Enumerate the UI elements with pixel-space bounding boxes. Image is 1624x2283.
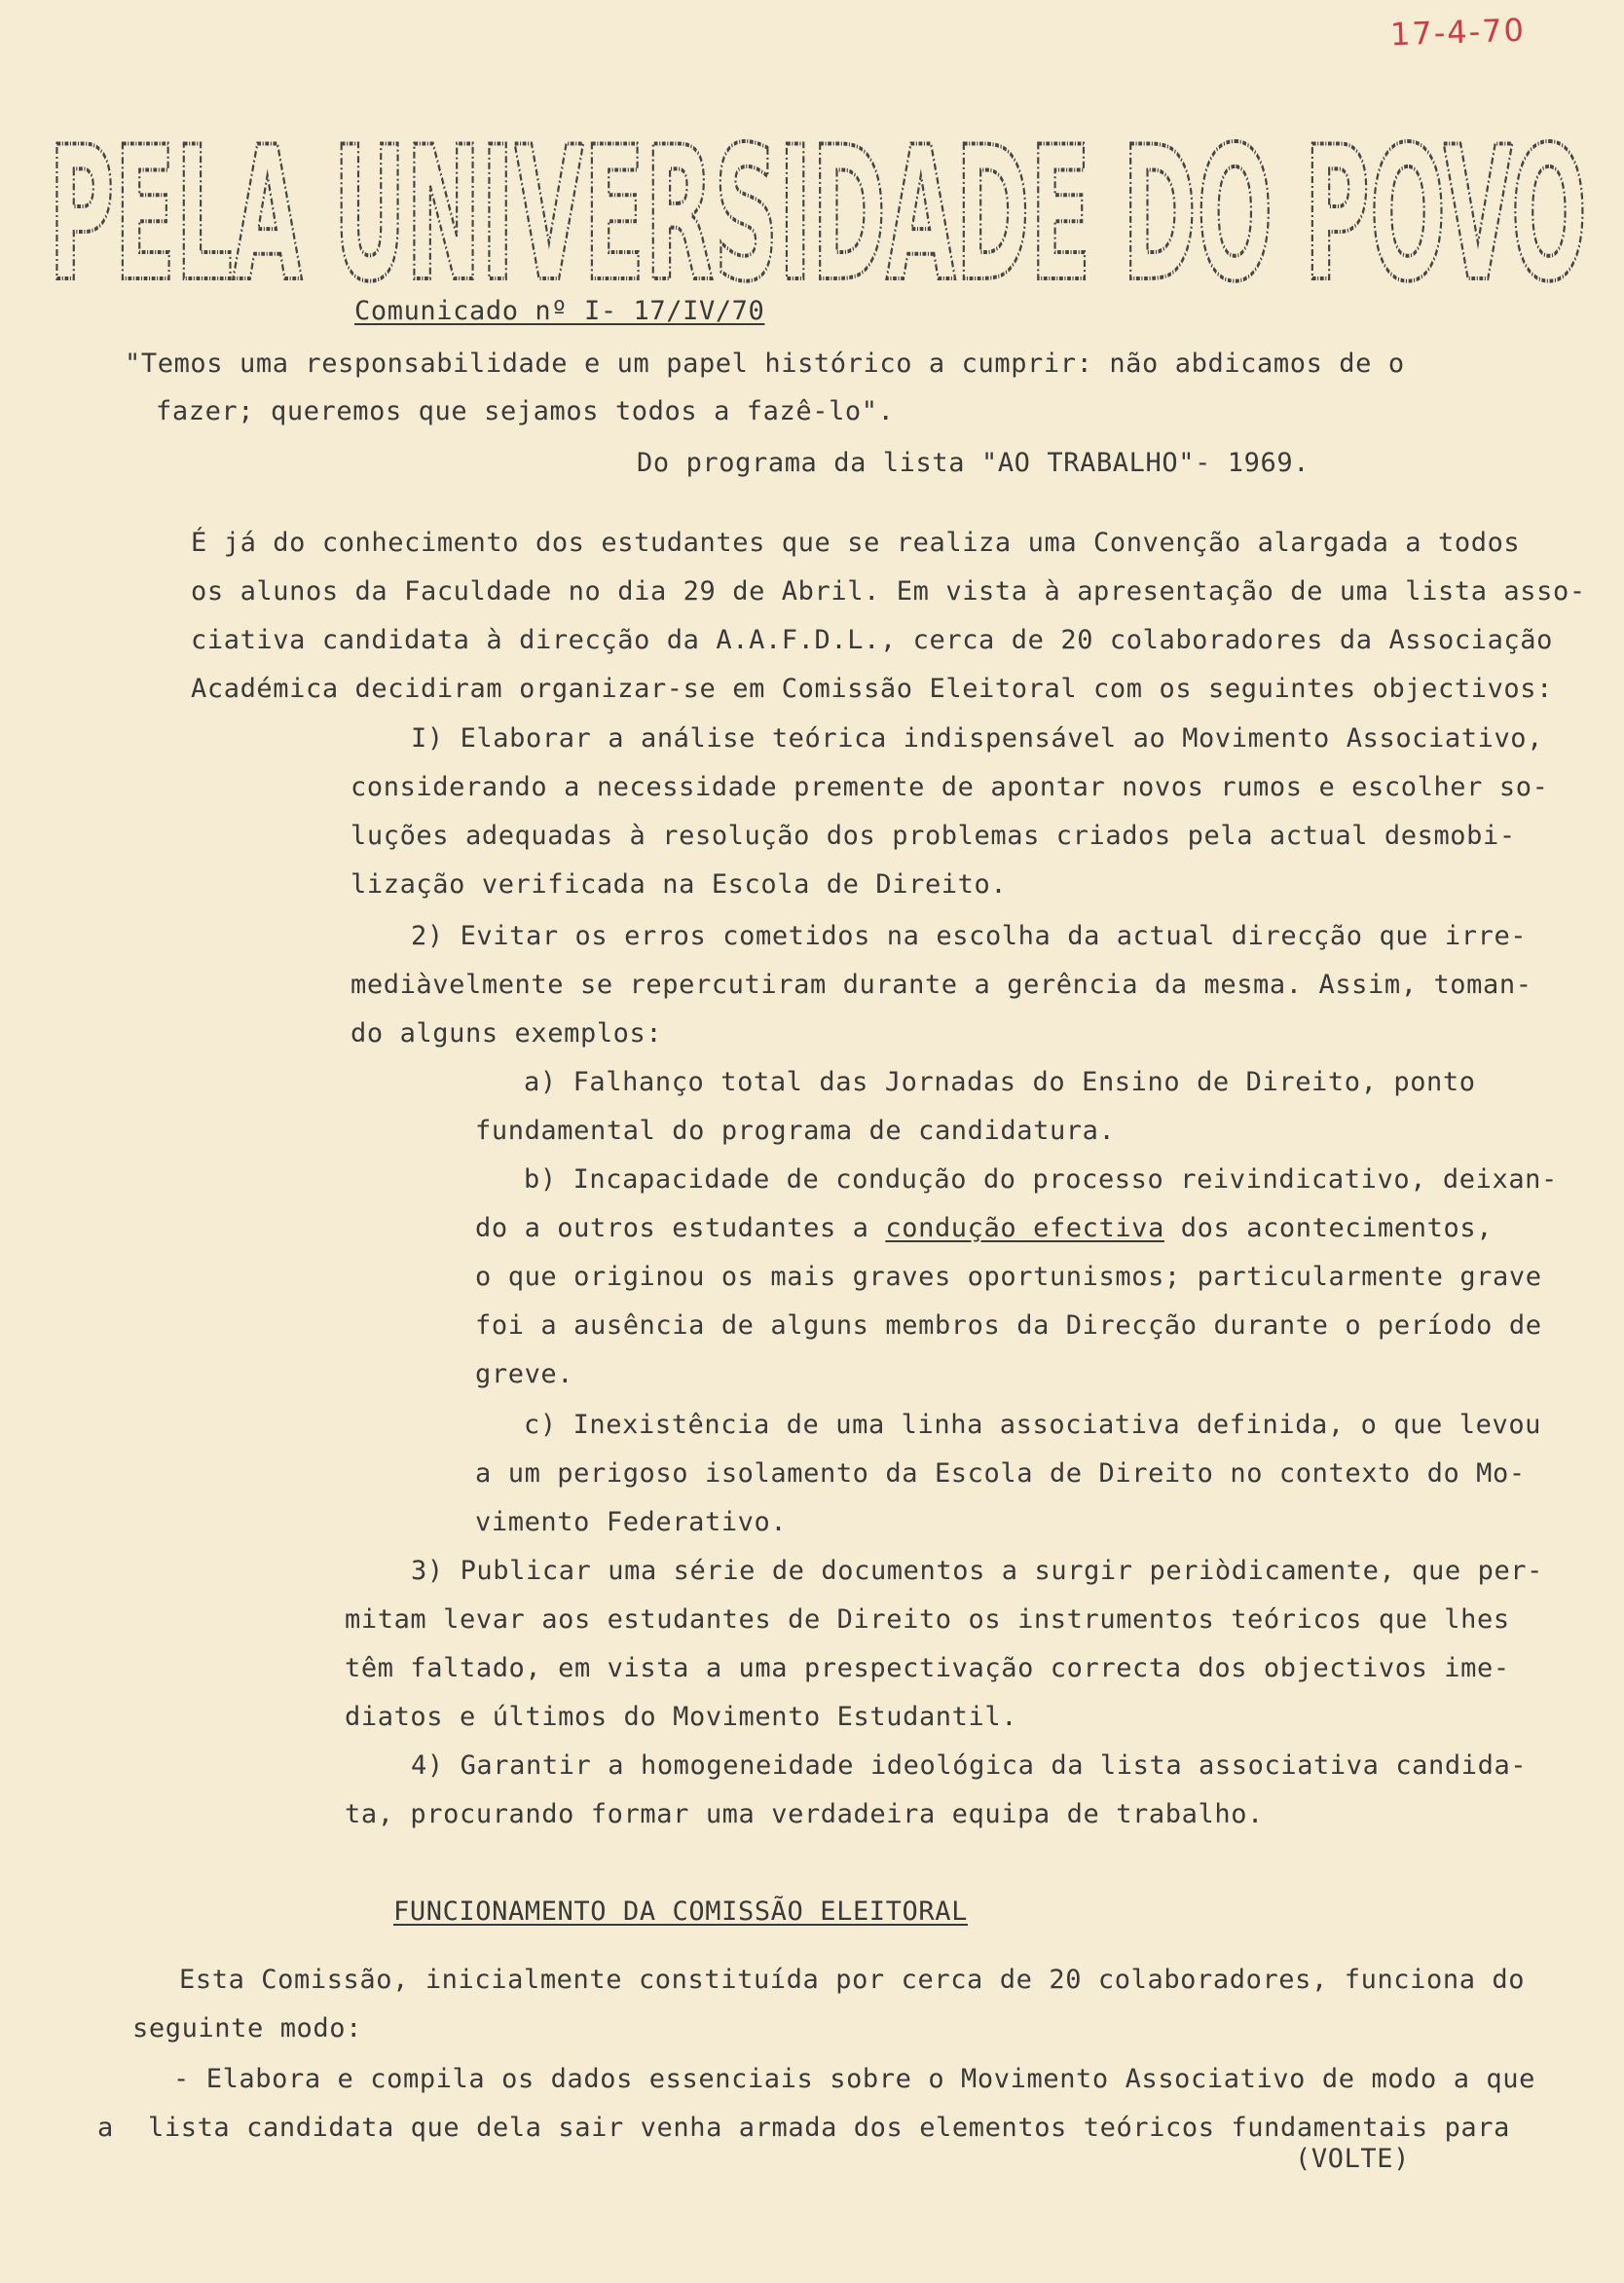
example-b-line: greve. [475, 1359, 574, 1389]
handwritten-date: 17-4-70 [1389, 11, 1527, 54]
objective-3-line: diatos e últimos do Movimento Estudantil. [345, 1702, 1018, 1732]
example-b-text: do a outros estudantes a [475, 1213, 886, 1243]
example-c-line: a um perigoso isolamento da Escola de Direito no contexto do Mo- [475, 1458, 1526, 1489]
objective-1-line: lização verificada na Escola de Direito. [351, 869, 1008, 900]
objective-2-line: do alguns exemplos: [351, 1018, 663, 1049]
objective-1-line: considerando a necessidade premente de apontar novos rumos e escolher so- [351, 772, 1549, 802]
objective-3-line: 3) Publicar uma série de documentos a surgir periòdicamente, que per- [411, 1556, 1544, 1586]
epigraph-line-1: "Temos uma responsabilidade e um papel histórico a cumprir: não abdicamos de o [125, 349, 1405, 379]
example-b-line [475, 1215, 1493, 1241]
example-b-underlined-text: condução efectiva [885, 1213, 1164, 1243]
example-b-line: b) Incapacidade de condução do processo reivindicativo, deixan- [524, 1164, 1558, 1195]
masthead-title: PELA UNIVERSIDADE DO POVO [49, 107, 1587, 292]
last-line-prefix: a [97, 2113, 114, 2143]
intro-line: os alunos da Faculdade no dia 29 de Abril. Em vista à apresentação de uma lista asso- [191, 576, 1586, 607]
example-b-line: foi a ausência de alguns membros da Direcção durante o período de [475, 1310, 1542, 1341]
objective-1-line: luções adequadas à resolução dos problemas criados pela actual desmobi- [351, 821, 1516, 851]
example-a-line: a) Falhanço total das Jornadas do Ensino de Direito, ponto [524, 1067, 1476, 1097]
masthead-graphic [43, 97, 1593, 292]
objective-1-line: I) Elaborar a análise teórica indispensável ao Movimento Associativo, [411, 723, 1544, 754]
example-b-line: o que originou os mais graves oportunismos; particularmente grave [475, 1262, 1542, 1292]
objective-4-line: ta, procurando formar uma verdadeira equipa de trabalho. [345, 1799, 1264, 1829]
objective-3-line: têm faltado, em vista a uma prespectivação correcta dos objectivos ime- [345, 1653, 1510, 1683]
example-c-line: c) Inexistência de uma linha associativa definida, o que levou [524, 1410, 1542, 1440]
section-heading: FUNCIONAMENTO DA COMISSÃO ELEITORAL [393, 1896, 968, 1927]
example-c-line: vimento Federativo. [475, 1507, 788, 1537]
section-body-line: seguinte modo: [132, 2013, 362, 2044]
communique-number: Comunicado nº I- 17/IV/70 [354, 296, 765, 326]
last-line: lista candidata que dela sair venha armada dos elementos teóricos fundamentais para [148, 2113, 1510, 2143]
epigraph-line-2: fazer; queremos que sejamos todos a fazê-lo". [156, 396, 895, 426]
objective-4-line: 4) Garantir a homogeneidade ideológica da lista associativa candida- [411, 1750, 1528, 1781]
turn-page-note: (VOLTE) [1295, 2144, 1410, 2174]
objective-2-line: mediàvelmente se repercutiram durante a gerência da mesma. Assim, toman- [351, 970, 1532, 1000]
section-body-line: - Elabora e compila os dados essenciais sobre o Movimento Associativo de modo a que [173, 2064, 1535, 2094]
intro-line: Académica decidiram organizar-se em Comissão Eleitoral com os seguintes objectivos: [191, 674, 1553, 704]
epigraph-attribution: Do programa da lista "AO TRABALHO"- 1969. [637, 448, 1310, 478]
intro-line: É já do conhecimento dos estudantes que se realiza uma Convenção alargada a todos [191, 528, 1521, 558]
objective-3-line: mitam levar aos estudantes de Direito os instrumentos teóricos que lhes [345, 1604, 1510, 1635]
masthead [43, 97, 1593, 292]
intro-line: ciativa candidata à direcção da A.A.F.D.L., cerca de 20 colaboradores da Associação [191, 625, 1553, 655]
example-b-text: dos acontecimentos, [1163, 1213, 1494, 1243]
objective-2-line: 2) Evitar os erros cometidos na escolha da actual direcção que irre- [411, 921, 1528, 951]
example-a-line: fundamental do programa de candidatura. [475, 1116, 1116, 1146]
section-body-line: Esta Comissão, inicialmente constituída por cerca de 20 colaboradores, funciona do [179, 1965, 1526, 1995]
